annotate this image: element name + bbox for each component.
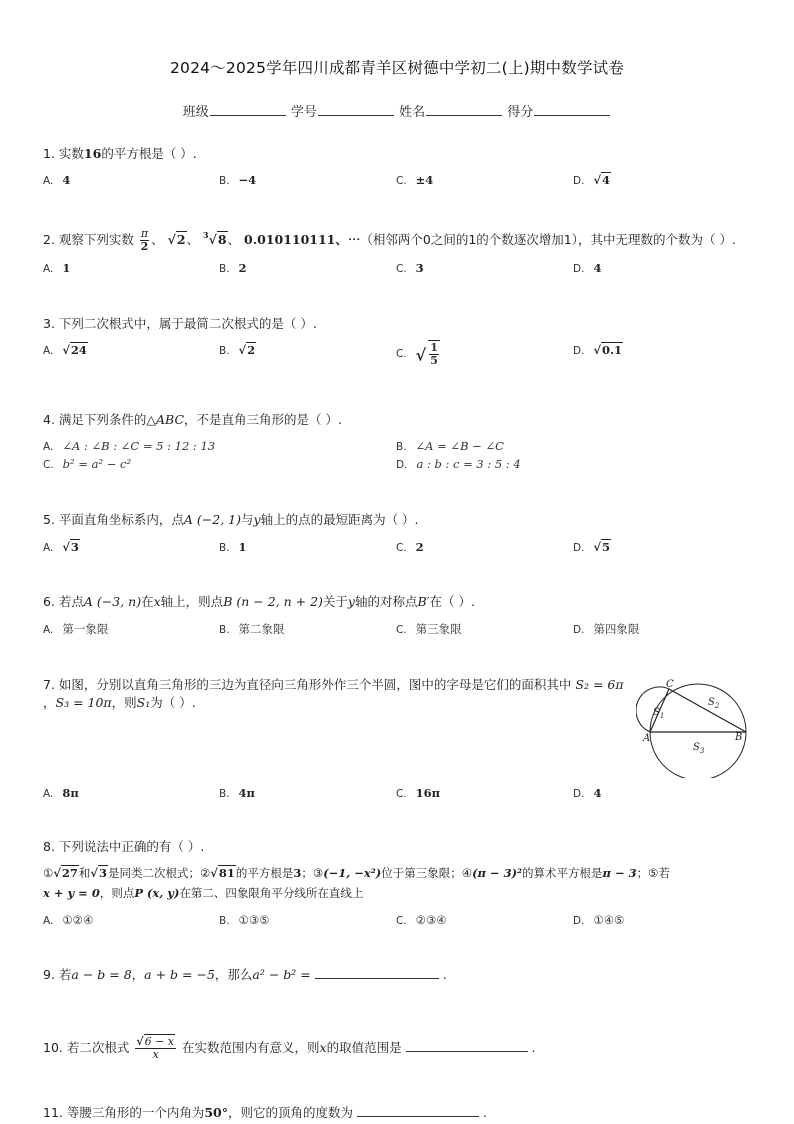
q6-text-tail: 在（ ）. xyxy=(429,594,475,609)
option-value: ∠A : ∠B : ∠C = 5 : 12 : 13 xyxy=(62,439,216,453)
option-key: D. xyxy=(573,624,585,636)
q7-text: 7. 如图，分别以直角三角形的三边为直径向三角形外作三个半圆，图中的字母是它们的面积其中 xyxy=(43,677,572,692)
question-7-stem-line2 xyxy=(43,694,196,712)
option-key: D. xyxy=(573,175,585,187)
option-value: 5 xyxy=(602,540,611,554)
point-a: A (−3, n) xyxy=(83,594,142,609)
score-blank[interactable] xyxy=(534,103,610,116)
q6-option-a[interactable] xyxy=(43,621,108,637)
option-key: D. xyxy=(573,345,585,357)
q8-option-a[interactable] xyxy=(43,913,93,927)
q1-text-tail: 的平方根是（ ）. xyxy=(101,146,197,161)
option-value: 24 xyxy=(70,343,87,357)
option-key: C. xyxy=(396,915,407,927)
q7-semicircle-figure xyxy=(636,668,756,778)
q1-option-a[interactable] xyxy=(43,173,70,187)
q9-text: 9. 若 xyxy=(43,967,72,982)
id-blank[interactable] xyxy=(318,103,394,116)
option-key: D. xyxy=(573,263,585,275)
label-sub: 2 xyxy=(714,702,720,710)
option-value: 1 xyxy=(62,261,71,275)
question-11-stem xyxy=(43,1104,487,1122)
option-value: 第四象限 xyxy=(593,622,640,636)
option-key: B. xyxy=(396,441,407,453)
question-4-stem xyxy=(43,411,342,429)
q4-option-c[interactable] xyxy=(43,457,131,471)
sqrt-27: 27 xyxy=(61,866,78,880)
option-key: A. xyxy=(43,542,54,554)
label-a: A xyxy=(643,733,651,744)
s3-value: S₃ = 10π xyxy=(55,695,112,710)
cube-root-8: 8 xyxy=(217,232,227,247)
option-value: ∠A = ∠B − ∠C xyxy=(415,439,504,453)
label-s3 xyxy=(693,742,705,755)
option-value: a : b : c = 3 : 5 : 4 xyxy=(416,457,521,471)
class-label: 班级 xyxy=(182,105,209,120)
q6-option-c[interactable] xyxy=(396,621,462,637)
option-value: ①②④ xyxy=(62,913,94,927)
sqrt-81: 81 xyxy=(218,866,235,880)
q1-option-d[interactable]: D. √4 xyxy=(573,173,611,187)
option-key: B. xyxy=(219,175,230,187)
q10-text: 10. 若二次根式 xyxy=(43,1040,130,1055)
angle-50: 50° xyxy=(204,1105,229,1120)
name-blank[interactable] xyxy=(426,103,502,116)
q4-option-d[interactable] xyxy=(396,457,521,471)
q4-text: 4. 满足下列条件的 xyxy=(43,412,147,427)
label-s: S xyxy=(653,707,660,718)
q10-answer-blank[interactable] xyxy=(406,1039,528,1052)
q8-text: ① xyxy=(43,866,54,880)
q8-option-b[interactable] xyxy=(219,913,269,927)
q5-text: 5. 平面直角坐标系内，点 xyxy=(43,512,184,527)
question-5-stem xyxy=(43,511,419,529)
semicircle-s2 xyxy=(650,684,746,732)
option-value: 3 xyxy=(415,261,424,275)
q8-option-d[interactable] xyxy=(573,913,624,927)
q1-option-c[interactable] xyxy=(396,173,433,187)
label-c: C xyxy=(666,679,674,690)
q7-option-d[interactable] xyxy=(573,786,601,800)
question-9-stem xyxy=(43,966,447,984)
option-value: 4π xyxy=(238,786,255,800)
option-value: ①④⑤ xyxy=(593,913,625,927)
name-label: 姓名 xyxy=(399,105,426,120)
q5-option-b[interactable] xyxy=(219,540,247,554)
option-value: 4 xyxy=(602,173,611,187)
q7-comma: ， xyxy=(43,695,56,710)
q8-statements-line2 xyxy=(43,884,363,902)
option-value: 1 xyxy=(238,540,247,554)
s1-var: S₁ xyxy=(136,695,151,710)
cube-root-index: 3 xyxy=(203,230,209,240)
option-value: 第三象限 xyxy=(415,622,462,636)
option-value: 2 xyxy=(247,343,256,357)
option-key: B. xyxy=(219,345,230,357)
score-label: 得分 xyxy=(507,105,534,120)
expression: a² − b² = xyxy=(252,967,311,982)
q7-option-c[interactable] xyxy=(396,786,440,800)
period: . xyxy=(483,1105,487,1120)
y-axis-var: y xyxy=(347,594,355,609)
q3-option-b[interactable]: B. √2 xyxy=(219,343,256,357)
q2-text: 2. 观察下列实数 xyxy=(43,232,134,247)
point-3: (−1, −x²) xyxy=(323,866,382,880)
s2-value: S₂ = 6π xyxy=(575,677,624,692)
option-key: A. xyxy=(43,263,54,275)
separator: 、 xyxy=(151,232,164,247)
q2-option-a[interactable] xyxy=(43,261,70,275)
q4-option-a[interactable] xyxy=(43,439,215,453)
option-key: C. xyxy=(396,263,407,275)
q11-text: ，则它的顶角的度数为 xyxy=(228,1105,354,1120)
q11-answer-blank[interactable] xyxy=(357,1104,479,1117)
q2-sequence: 0.010110111、⋯ xyxy=(244,232,361,247)
option-key: B. xyxy=(219,788,230,800)
q10-text: 的取值范围是 xyxy=(326,1040,402,1055)
label-s1 xyxy=(653,707,664,720)
question-8-stem: 8. 下列说法中正确的有（ ）. xyxy=(43,839,205,854)
q1-text: 1. 实数 xyxy=(43,146,84,161)
q2-option-b[interactable] xyxy=(219,261,247,275)
option-key: C. xyxy=(396,175,407,187)
q5-text-tail: 轴上的点的最短距离为（ ）. xyxy=(260,512,419,527)
question-7-stem xyxy=(43,676,624,694)
q8-text: 的平方根是 xyxy=(235,866,294,880)
q1-option-b[interactable] xyxy=(219,173,256,187)
option-key: A. xyxy=(43,441,54,453)
option-value: 4 xyxy=(593,786,602,800)
equation-1: a − b = 8 xyxy=(71,967,132,982)
label-sub: 3 xyxy=(699,747,705,755)
q6-text: 轴上，则点 xyxy=(160,594,224,609)
option-key: C. xyxy=(396,347,407,360)
option-value: 第一象限 xyxy=(62,622,109,636)
q5-option-d[interactable]: D. √5 xyxy=(573,540,611,554)
separator: 、 xyxy=(227,232,241,247)
sqrt-3: 3 xyxy=(98,866,107,880)
q6-text: 关于 xyxy=(322,594,348,609)
y-axis-var: y xyxy=(253,512,261,527)
option-value: 0.1 xyxy=(602,343,623,357)
q1-number: 16 xyxy=(83,146,102,161)
q2-option-d[interactable] xyxy=(573,261,601,275)
option-value: ①③⑤ xyxy=(238,913,270,927)
label-s: S xyxy=(693,742,700,753)
fraction-denominator: 2 xyxy=(140,240,149,253)
label-s2 xyxy=(708,697,720,710)
value-3: 3 xyxy=(293,866,302,880)
question-6-stem xyxy=(43,593,475,611)
q6-text: 轴的对称点 xyxy=(354,594,418,609)
option-value: −4 xyxy=(238,173,257,187)
option-value: ±4 xyxy=(415,173,434,187)
point-b-prime: B′ xyxy=(417,594,430,609)
option-key: C. xyxy=(396,624,407,636)
expr-4: (π − 3)² xyxy=(472,866,523,880)
q6-option-b[interactable] xyxy=(219,621,285,637)
option-key: C. xyxy=(396,788,407,800)
q8-option-c[interactable] xyxy=(396,913,447,927)
option-key: D. xyxy=(573,915,585,927)
option-key: B. xyxy=(219,263,230,275)
question-3-stem: 3. 下列二次根式中，属于最简二次根式的是（ ）. xyxy=(43,316,317,331)
side-cb xyxy=(669,689,746,732)
question-2-stem: 2. 观察下列实数 $\frac{\pi}{2}$ 、 √2、 $^3$√8、 0.010110111、⋯（相邻两个0之间的1的个数逐次增加1），其中无理数的个数为（ ）. xyxy=(43,227,736,253)
option-key: A. xyxy=(43,788,54,800)
option-value: 第二象限 xyxy=(238,622,285,636)
q4-text-tail: ，不是直角三角形的是（ ）. xyxy=(184,412,342,427)
class-blank[interactable] xyxy=(210,103,286,116)
option-key: D. xyxy=(573,788,585,800)
option-value: ②③④ xyxy=(415,913,447,927)
option-value: 4 xyxy=(593,261,602,275)
option-key: A. xyxy=(43,175,54,187)
point-b: B (n − 2, n + 2) xyxy=(223,594,323,609)
q11-text: 11. 等腰三角形的一个内角为 xyxy=(43,1105,205,1120)
q3-option-a[interactable]: A. √24 xyxy=(43,343,87,357)
student-info-line xyxy=(0,101,794,120)
q10-text: 在实数范围内有意义，则 xyxy=(181,1040,320,1055)
question-1-stem xyxy=(43,145,197,163)
q7-text-tail: 为（ ）. xyxy=(150,695,196,710)
fraction-numerator: 1 xyxy=(430,341,438,354)
label-sub: 1 xyxy=(659,712,665,720)
option-value: 4 xyxy=(62,173,71,187)
q9-answer-blank[interactable] xyxy=(315,966,439,979)
option-key: C. xyxy=(43,459,54,471)
separator: ， xyxy=(131,967,145,982)
q8-text: ，则点 xyxy=(99,886,135,900)
option-key: D. xyxy=(573,542,585,554)
period: . xyxy=(442,967,447,982)
q8-text: 在第二、四象限角平分线所在直线上 xyxy=(179,886,364,900)
point-a: A (−2, 1) xyxy=(183,512,241,527)
x-var: x xyxy=(319,1040,327,1055)
separator: 、 xyxy=(186,232,200,247)
fraction-numerator: π xyxy=(140,227,149,240)
q5-option-a[interactable]: A. √3 xyxy=(43,540,79,554)
x-axis-var: x xyxy=(153,594,161,609)
q7-text: ，则 xyxy=(111,695,137,710)
pi-over-2-fraction xyxy=(140,228,149,253)
q9-text: ，那么 xyxy=(214,967,253,982)
option-key: A. xyxy=(43,915,54,927)
q2-text-tail: （相邻两个0之间的1的个数逐次增加1），其中无理数的个数为（ ）. xyxy=(360,232,736,247)
option-key: D. xyxy=(396,459,408,471)
triangle-abc: △ABC xyxy=(146,412,185,427)
id-label: 学号 xyxy=(290,105,317,120)
q3-option-c[interactable]: C. √ $\frac{1}{5}$ xyxy=(396,341,438,367)
option-value: 2 xyxy=(415,540,424,554)
q8-statements-line1: ①√27和√3是同类二次根式；②√81的平方根是3；③(−1, −x²)位于第三象限；④(π − 3)²的算术平方根是π − 3；⑤若 xyxy=(43,866,670,880)
option-key: B. xyxy=(219,624,230,636)
option-key: A. xyxy=(43,345,54,357)
equation-2: a + b = −5 xyxy=(144,967,215,982)
q6-option-d[interactable] xyxy=(573,621,639,637)
option-value: b² = a² − c² xyxy=(62,457,132,471)
option-value: 8π xyxy=(62,786,79,800)
radical-fraction: $\frac{√6 - x}{x}$ xyxy=(136,1035,174,1061)
q8-text: 和 xyxy=(78,866,91,880)
q3-option-d[interactable]: D. √0.1 xyxy=(573,343,623,357)
label-b: B xyxy=(735,732,743,743)
fraction-denominator: x xyxy=(152,1048,159,1061)
option-key: B. xyxy=(219,915,230,927)
option-value: 3 xyxy=(70,540,79,554)
q4-option-b[interactable] xyxy=(396,439,504,453)
page-title: 2024～2025学年四川成都青羊区树德中学初二(上)期中数学试卷 xyxy=(169,59,625,77)
fraction-numerator: 6 − x xyxy=(144,1035,174,1048)
q2-option-c[interactable] xyxy=(396,261,424,275)
label-s: S xyxy=(708,697,715,708)
q5-option-c[interactable] xyxy=(396,540,424,554)
option-key: C. xyxy=(396,542,407,554)
semicircle-s3 xyxy=(650,732,746,778)
option-value: 16π xyxy=(415,786,441,800)
q7-option-b[interactable] xyxy=(219,786,255,800)
q7-option-a[interactable] xyxy=(43,786,79,800)
q8-text: 的算术平方根是 xyxy=(522,866,603,880)
question-10-stem xyxy=(43,1036,536,1061)
q8-text: 位于第三象限；④ xyxy=(381,866,473,880)
option-value: 2 xyxy=(238,261,247,275)
point-p: P (x, y) xyxy=(134,886,180,900)
sqrt-2: 2 xyxy=(176,232,186,247)
result-4: π − 3 xyxy=(602,866,637,880)
q5-text-mid: 与 xyxy=(241,512,254,527)
period: . xyxy=(531,1040,536,1055)
one-fifth-fraction xyxy=(428,340,440,367)
q8-text: ；⑤若 xyxy=(636,866,670,880)
q8-text: 是同类二次根式；② xyxy=(107,866,211,880)
option-key: A. xyxy=(43,624,54,636)
q8-text: ；③ xyxy=(301,866,324,880)
q6-text: 在 xyxy=(141,594,154,609)
fraction-denominator: 5 xyxy=(430,354,438,367)
q6-text: 6. 若点 xyxy=(43,594,84,609)
option-key: B. xyxy=(219,542,230,554)
expr-5: x + y = 0 xyxy=(43,886,100,900)
